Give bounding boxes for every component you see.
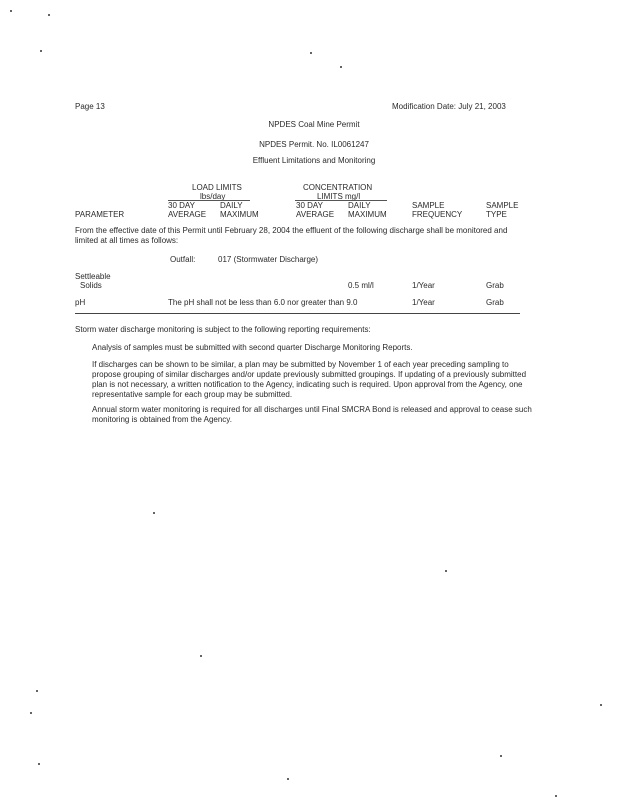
permit-number: NPDES Permit. No. IL0061247 [259,140,369,149]
permit-title: NPDES Coal Mine Permit [268,120,360,129]
load-limits-heading: LOAD LIMITS [192,183,242,192]
requirement-item: Annual storm water monitoring is required for all discharges until Final SMCRA Bond is released and approval to cease such monitoring is obtained from the Agency. [92,405,532,424]
requirement-item: If discharges can be shown to be similar, a plan may be submitted by November 1 of each year preceding sampling to propose grouping of similar discharges and/or update previously submitted groupings. If updating of a previously submitted plan is not necessary, a written notification to the Agency, indicating such is required. Upon approval from the Agency, one representative sample for each group may be submitted. [92,360,527,399]
scan-speck [48,14,50,16]
table-row-param: pH [75,298,86,307]
concentration-heading: CONCENTRATION [303,183,373,192]
scan-speck [153,512,155,514]
parameter-header: PARAMETER [75,210,125,219]
conc-max-header: DAILY MAXIMUM [348,201,387,219]
scan-speck [200,655,202,657]
table-row-type: Grab [486,298,504,307]
table-row-type: Grab [486,281,504,290]
scan-speck [287,778,289,780]
scan-speck [10,10,12,12]
intro-paragraph: From the effective date of this Permit until February 28, 2004 the effluent of the following discharge shall be monitored and limited at all times as follows: [75,226,508,245]
table-row-frequency: 1/Year [412,281,435,290]
table-bottom-rule [75,313,520,314]
outfall-label: Outfall: [170,255,196,264]
scan-speck [310,52,312,54]
table-row-param: Settleable Solids [75,272,111,290]
sample-type-header: SAMPLE TYPE [486,201,519,219]
load-avg-header: 30 DAY AVERAGE [168,201,207,219]
concentration-units: LIMITS mg/l [317,192,361,201]
sample-frequency-header: SAMPLE FREQUENCY [412,201,463,219]
page-number: Page 13 [75,102,105,111]
requirements-intro: Storm water discharge monitoring is subject to the following reporting requirements: [75,325,371,334]
load-max-header: DAILY MAXIMUM [220,201,259,219]
section-title: Effluent Limitations and Monitoring [252,156,376,165]
table-row-note: The pH shall not be less than 6.0 nor greater than 9.0 [168,298,358,307]
scan-speck [340,66,342,68]
scan-speck [555,795,557,797]
conc-avg-header: 30 DAY AVERAGE [296,201,335,219]
table-row-frequency: 1/Year [412,298,435,307]
scan-speck [36,690,38,692]
scan-speck [38,763,40,765]
load-limits-units: lbs/day [200,192,226,201]
table-row-daily-max: 0.5 ml/l [348,281,374,290]
scan-speck [500,755,502,757]
scan-speck [445,570,447,572]
scan-speck [30,712,32,714]
outfall-value: 017 (Stormwater Discharge) [218,255,319,264]
modification-date: Modification Date: July 21, 2003 [392,102,506,111]
scan-speck [40,50,42,52]
scan-speck [600,704,602,706]
requirement-item: Analysis of samples must be submitted with second quarter Discharge Monitoring Reports. [92,343,413,352]
